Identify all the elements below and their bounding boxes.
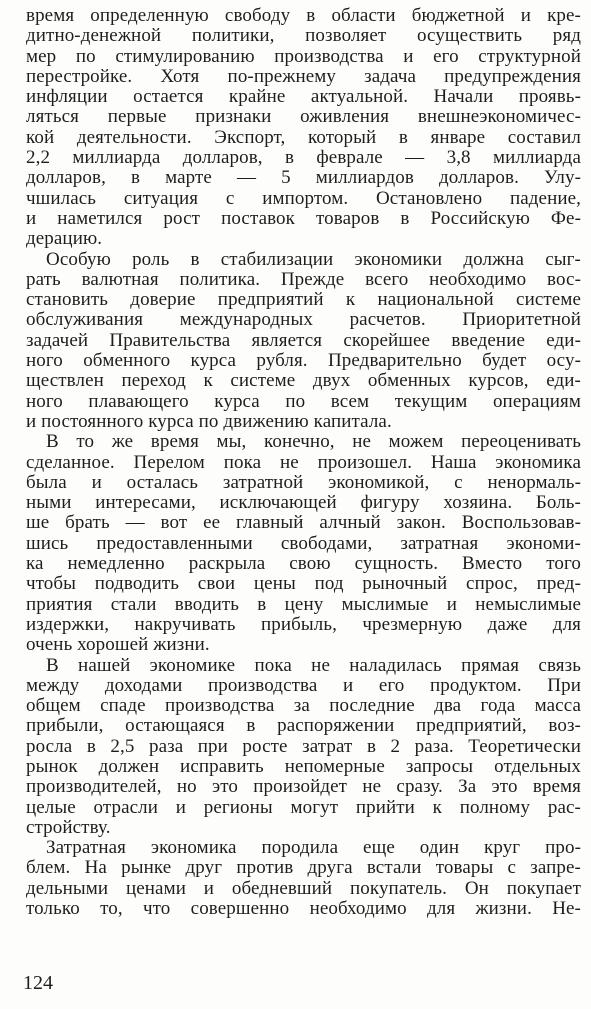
- text-line: В то же время мы, конечно, не можем переоценивать: [46, 431, 581, 453]
- paragraph: [26, 6, 581, 250]
- text-line: приятия стали вводить в цену мыслимые и немыслимые: [26, 593, 581, 615]
- text-line: стройству.: [26, 816, 111, 838]
- text-line: инфляции остается крайне актуальной. Начали проявь-: [26, 86, 581, 108]
- text-line: очень хорошей жизни.: [26, 634, 210, 656]
- text-line: прибыли, остающаяся в распоряжении предприятий, воз-: [26, 715, 581, 737]
- text-line: блем. На рынке друг против друга встали товары с запре-: [26, 857, 581, 879]
- text-line: общем спаде производства за последние два года масса: [26, 695, 581, 717]
- text-line: и постоянного курса по движению капитала.: [26, 410, 392, 432]
- text-line: В нашей экономике пока не наладилась прямая связь: [46, 654, 581, 676]
- text-line: дерацию.: [26, 228, 103, 250]
- body-text: [26, 6, 581, 919]
- text-line: шись предоставленными свободами, затратная экономи-: [26, 532, 581, 554]
- text-line: задачей Правительства является скорейшее введение еди-: [26, 329, 581, 351]
- text-line: росла в 2,5 раза при росте затрат в 2 раза. Теоретически: [26, 735, 581, 757]
- text-line: чтобы подводить свои цены под рыночный спрос, пред-: [26, 573, 581, 595]
- text-line: Особую роль в стабилизации экономики должна сыг-: [46, 248, 581, 270]
- text-line: только то, что совершенно необходимо для жизни. Не-: [26, 898, 581, 920]
- page-number: 124: [23, 972, 53, 994]
- text-line: целые отрасли и регионы могут прийти к полному рас-: [26, 796, 581, 818]
- text-line: дельными ценами и обедневший покупатель. Он покупает: [26, 877, 581, 899]
- text-line: дитно-денежной политики, позволяет осуществить ряд: [26, 25, 581, 47]
- text-line: мер по стимулированию производства и его структурной: [26, 45, 581, 67]
- paragraph: [26, 656, 581, 839]
- text-line: время определенную свободу в области бюджетной и кре-: [26, 5, 581, 26]
- text-line: ного обменного курса рубля. Предварительно будет осу-: [26, 350, 581, 372]
- text-line: между доходами производства и его продуктом. При: [26, 674, 581, 696]
- text-line: производителей, но это произойдет не сразу. За это время: [26, 776, 581, 798]
- text-line: чшилась ситуация с импортом. Остановлено падение,: [26, 187, 581, 209]
- text-line: обслуживания международных расчетов. Приоритетной: [26, 309, 581, 331]
- text-line: ными интересами, исключающей фигуру хозяина. Боль-: [26, 492, 581, 514]
- text-line: издержки, накручивать прибыль, чрезмерную даже для: [26, 613, 581, 635]
- text-line: рынок должен исправить непомерные запросы отдельных: [26, 755, 581, 777]
- paragraph: [26, 432, 581, 655]
- text-line: ществлен переход к системе двух обменных курсов, еди-: [26, 370, 581, 392]
- text-line: и наметился рост поставок товаров в Российскую Фе-: [26, 207, 581, 229]
- text-line: ляться первые признаки оживления внешнеэкономичес-: [26, 106, 581, 128]
- text-line: ка немедленно раскрыла свою сущность. Вместо того: [26, 553, 581, 575]
- text-line: ше брать — вот ее главный алчный закон. Воспользовав-: [26, 512, 581, 534]
- paragraph: [26, 838, 581, 919]
- text-line: перестройке. Хотя по-прежнему задача предупреждения: [26, 65, 581, 87]
- text-line: рать валютная политика. Прежде всего необходимо вос-: [26, 268, 581, 290]
- text-line: сделанное. Перелом пока не произошел. Наша экономика: [26, 451, 581, 473]
- text-line: ного плавающего курса по всем текущим операциям: [26, 390, 581, 412]
- text-line: становить доверие предприятий к национальной системе: [26, 289, 581, 311]
- paragraph: [26, 250, 581, 433]
- text-line: кой деятельности. Экспорт, который в январе составил: [26, 126, 581, 148]
- text-line: 2,2 миллиарда долларов, в феврале — 3,8 миллиарда: [26, 147, 581, 169]
- text-line: долларов, в марте — 5 миллиардов долларов. Улу-: [26, 167, 581, 189]
- text-line: была и осталась затратной экономикой, с ненормаль-: [26, 471, 581, 493]
- text-line: Затратная экономика породила еще один круг про-: [46, 837, 581, 859]
